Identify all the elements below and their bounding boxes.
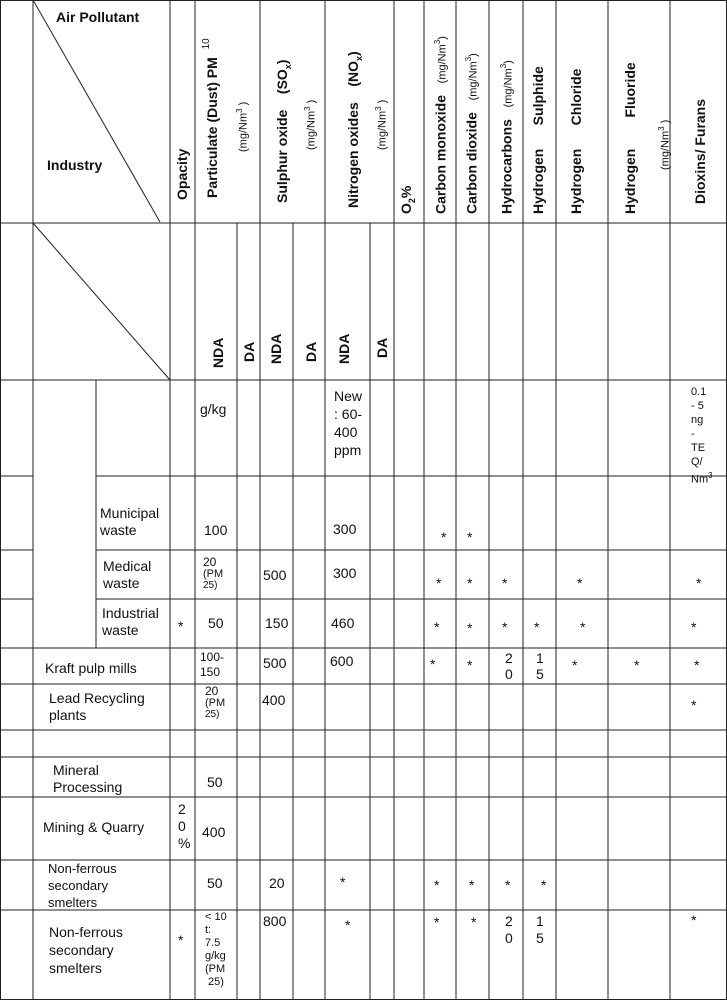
sub-pm-da: DA (241, 341, 257, 362)
nonferrous-2-co: * (434, 914, 440, 930)
municipal-co: * (441, 529, 447, 545)
incin-dioxins: 0.1 - 5 ng - TE Q/ Nm$^3$ (691, 386, 713, 486)
corner-air-pollutant: Air Pollutant (56, 9, 140, 25)
lead-sox: 400 (262, 692, 286, 708)
industrial-co: * (434, 619, 440, 635)
nonferrous-2-sox: 800 (263, 913, 287, 929)
col-sox: Sulphur oxide $(SO_x)$ (274, 59, 293, 203)
col-hf: Hydrogen Fluoride (622, 62, 638, 214)
mineral-pm: 50 (207, 774, 223, 790)
industrial-hc: * (502, 619, 508, 635)
row-mineral-label: Mineral Processing (53, 762, 123, 795)
col-pm-unit: (mg/Nm$^3$ ) (235, 101, 250, 152)
nonferrous-1-co: * (434, 877, 440, 893)
nonferrous-2-pm: < 10 t: 7.5 g/kg (PM 25) (205, 911, 227, 988)
industrial-h2s: * (534, 619, 540, 635)
col-hydrocarbons: Hydrocarbons (mg/Nm$^3$) (498, 60, 515, 214)
kraft-co: * (430, 656, 436, 672)
col-hf-unit: (mg/Nm$^3$ ) (657, 119, 672, 170)
municipal-co2: * (467, 529, 473, 545)
mining-pm: 400 (202, 824, 226, 840)
industrial-dioxins: * (691, 619, 697, 635)
incin-pm-unit: g/kg (200, 401, 227, 417)
row-industrial-label: Industrial waste (102, 605, 159, 638)
medical-nox: 300 (333, 565, 357, 581)
municipal-nox: 300 (333, 521, 357, 537)
medical-pm: 20 (PM 25) (203, 555, 224, 591)
nonferrous-2-nox: * (345, 917, 351, 933)
sub-nox-da: DA (374, 337, 390, 358)
col-nox-unit: (mg/Nm$^3$ ) (374, 99, 389, 150)
nonferrous-1-sox: 20 (269, 875, 285, 891)
col-h2s: Hydrogen Sulphide (530, 66, 546, 214)
row-municipal-label: Municipal waste (100, 505, 160, 538)
kraft-nox: 600 (330, 653, 354, 669)
nonferrous-2-co2: * (471, 914, 477, 930)
nonferrous-2-h2s: 1 5 (536, 913, 544, 946)
col-nox: Nitrogen oxides $(NO_x)$ (345, 51, 364, 208)
kraft-hcl: * (572, 657, 578, 673)
nonferrous-2-dioxins: * (691, 912, 697, 928)
sub-nox-nda: NDA (336, 333, 352, 364)
col-pm: Particulate (Dust) PM $^{10}$ (201, 38, 220, 198)
nonferrous-2-hc: 2 0 (505, 913, 513, 946)
medical-dioxins: * (696, 575, 702, 591)
lead-dioxins: * (691, 697, 697, 713)
industrial-nox: 460 (331, 615, 355, 631)
kraft-pm: 100- 150 (200, 650, 225, 679)
medical-co: * (436, 575, 442, 591)
row-kraft-label: Kraft pulp mills (45, 660, 137, 676)
row-medical-label: Medical waste (103, 558, 152, 591)
kraft-hf: * (634, 657, 640, 673)
industrial-sox: 150 (265, 615, 289, 631)
medical-sox: 500 (263, 567, 287, 583)
kraft-hc: 2 0 (505, 650, 513, 682)
col-opacity: Opacity (174, 148, 190, 200)
kraft-sox: 500 (263, 655, 287, 671)
sub-sox-da: DA (303, 341, 319, 362)
col-co: Carbon monoxide (mg/Nm$^3$) (432, 36, 449, 214)
kraft-h2s: 1 5 (536, 650, 544, 682)
sub-sox-nda: NDA (268, 333, 284, 364)
nonferrous-1-h2s: * (541, 877, 547, 893)
col-o2: $O_2\%$ (398, 185, 417, 214)
industrial-pm: 50 (208, 615, 224, 631)
industrial-co2: * (467, 620, 473, 636)
corner-industry: Industry (47, 157, 103, 173)
medical-hcl: * (577, 575, 583, 591)
kraft-co2: * (467, 657, 473, 673)
sub-pm-nda: NDA (210, 337, 226, 368)
lead-pm: 20 (PM 25) (205, 684, 226, 720)
nonferrous-1-hc: * (505, 877, 511, 893)
nonferrous-1-pm: 50 (207, 875, 223, 891)
row-nonferrous-2-label: Non-ferrous secondary smelters (49, 924, 123, 976)
mining-opacity: 2 0 % (178, 801, 191, 851)
col-dioxins: Dioxins/ Furans (692, 98, 708, 204)
industrial-hcl: * (580, 619, 586, 635)
kraft-dioxins: * (694, 657, 700, 673)
medical-co2: * (467, 575, 473, 591)
municipal-pm: 100 (204, 522, 228, 538)
col-sox-unit: (mg/Nm$^3$ ) (303, 99, 318, 150)
medical-hc: * (502, 575, 508, 591)
industrial-opacity: * (178, 618, 184, 634)
nonferrous-2-opacity: * (178, 932, 184, 948)
nonferrous-1-nox: * (340, 874, 346, 890)
incin-nox: New : 60- 400 ppm (334, 388, 363, 458)
row-lead-label: Lead Recycling plants (49, 690, 145, 723)
nonferrous-1-co2: * (469, 877, 475, 893)
col-co2: Carbon dioxide (mg/Nm$^3$) (463, 53, 480, 214)
col-hcl: Hydrogen Chloride (568, 68, 584, 214)
row-nonferrous-1-label: Non-ferrous secondary smelters (48, 861, 117, 910)
row-mining-label: Mining & Quarry (43, 819, 145, 835)
